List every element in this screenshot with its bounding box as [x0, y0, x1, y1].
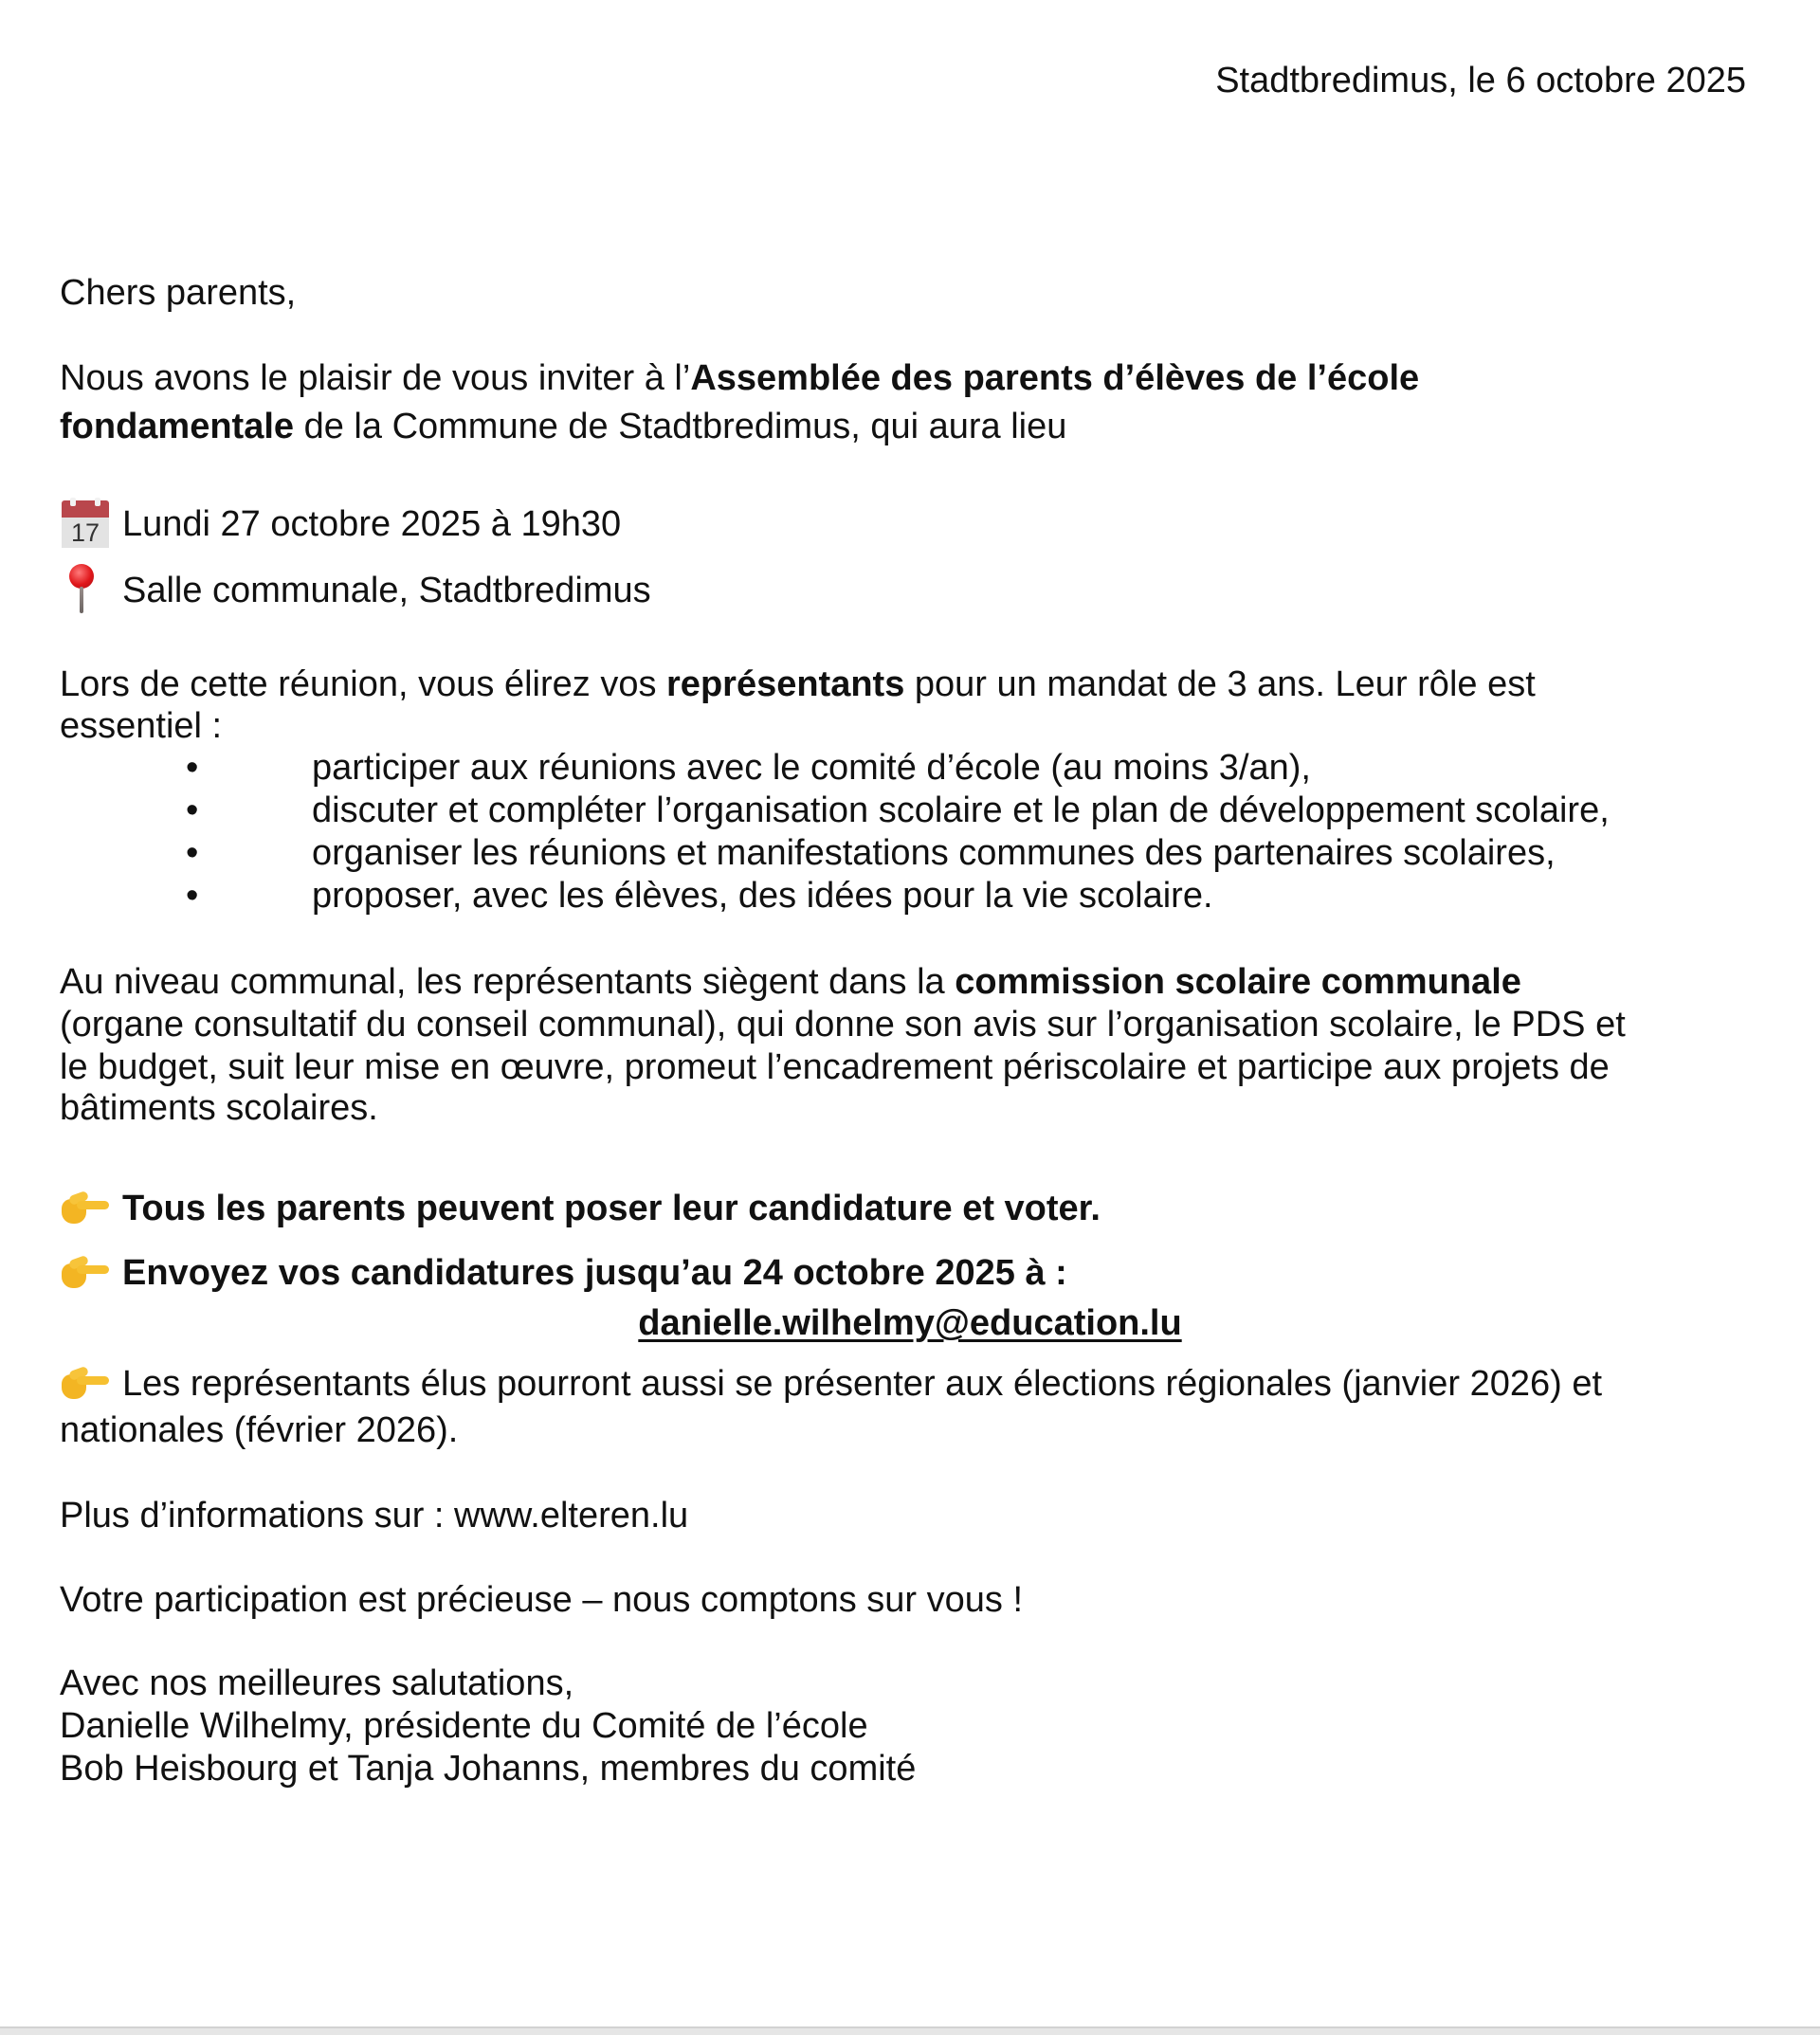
- calendar-icon: 17: [62, 500, 109, 548]
- list-item-text: discuter et compléter l’organisation scolaire et le plan de développement scolaire,: [312, 790, 1610, 830]
- email-link[interactable]: danielle.wilhelmy@education.lu: [638, 1303, 1182, 1343]
- assembly-title-cont: fondamentale: [60, 407, 295, 446]
- highlight-vote-text: Tous les parents peuvent poser leur candidature et voter.: [122, 1189, 1101, 1228]
- roles-list: [60, 747, 1610, 918]
- intro-paragraph-line2: [60, 405, 1066, 448]
- list-item: [60, 832, 1610, 875]
- bullet-icon: •: [186, 790, 199, 830]
- commune-paragraph-line4: bâtiments scolaires.: [60, 1088, 378, 1128]
- pointing-hand-icon: [60, 1190, 111, 1227]
- bullet-icon: •: [186, 748, 199, 788]
- list-item-text: participer aux réunions avec le comité d’école (au moins 3/an),: [312, 748, 1311, 788]
- highlight-elections-line2: nationales (février 2026).: [60, 1410, 459, 1450]
- list-item: [60, 875, 1610, 918]
- pointing-hand-icon: [60, 1365, 111, 1403]
- bullet-icon: •: [186, 833, 199, 873]
- page-bottom-edge: [0, 2026, 1820, 2035]
- email-line: [0, 1301, 1820, 1345]
- list-item-text: proposer, avec les élèves, des idées pour la vie scolaire.: [312, 876, 1213, 916]
- signature-block: [60, 1663, 916, 1790]
- round-pushpin-icon: [64, 564, 111, 617]
- commune-paragraph-line1: [60, 960, 1521, 1004]
- commune-paragraph-line3: le budget, suit leur mise en œuvre, promeut l’encadrement périscolaire et participe aux projets de: [60, 1047, 1610, 1087]
- intro-paragraph-line1: [60, 356, 1419, 400]
- highlight-elections: [60, 1362, 1602, 1406]
- role-paragraph-line1: [60, 663, 1536, 706]
- list-item: [60, 790, 1610, 832]
- role-text-cont: pour un mandat de 3 ans. Leur rôle est: [904, 664, 1536, 704]
- intro-text-cont: de la Commune de Stadtbredimus, qui aura lieu: [294, 407, 1067, 446]
- list-item-text: organiser les réunions et manifestations communes des partenaires scolaires,: [312, 833, 1556, 873]
- commission-bold: commission scolaire communale: [955, 962, 1521, 1002]
- salutation: Avec nos meilleures salutations,: [60, 1663, 574, 1703]
- place-date: Stadtbredimus, le 6 octobre 2025: [1215, 61, 1746, 100]
- commune-paragraph-line2: (organe consultatif du conseil communal), qui donne son avis sur l’organisation scolaire, le PDS et: [60, 1005, 1626, 1045]
- representatives-bold: représentants: [666, 664, 905, 704]
- highlight-deadline-text: Envoyez vos candidatures jusqu’au 24 octobre 2025 à :: [122, 1253, 1067, 1293]
- more-info: Plus d’informations sur : www.elteren.lu: [60, 1496, 689, 1535]
- highlight-deadline: [60, 1251, 1067, 1295]
- event-date-text: Lundi 27 octobre 2025 à 19h30: [122, 504, 622, 544]
- event-location: [60, 564, 651, 617]
- highlight-vote: [60, 1187, 1101, 1230]
- pointing-hand-icon: [60, 1254, 111, 1292]
- commune-text: Au niveau communal, les représentants siègent dans la: [60, 962, 956, 1002]
- highlight-elections-text: Les représentants élus pourront aussi se présenter aux élections régionales (janvier 2026) et: [122, 1364, 1603, 1404]
- role-text: Lors de cette réunion, vous élirez vos: [60, 664, 667, 704]
- signature-members: Bob Heisbourg et Tanja Johanns, membres du comité: [60, 1749, 917, 1789]
- event-date: [60, 500, 621, 548]
- intro-text: Nous avons le plaisir de vous inviter à l’: [60, 358, 691, 398]
- closing-line: Votre participation est précieuse – nous comptons sur vous !: [60, 1580, 1023, 1620]
- signature-president: Danielle Wilhelmy, présidente du Comité de l’école: [60, 1706, 868, 1746]
- greeting: Chers parents,: [60, 273, 297, 313]
- role-paragraph-line2: essentiel :: [60, 706, 223, 746]
- assembly-title: Assemblée des parents d’élèves de l’école: [690, 358, 1420, 398]
- bullet-icon: •: [186, 876, 199, 916]
- event-location-text: Salle communale, Stadtbredimus: [122, 571, 651, 610]
- list-item: [60, 747, 1610, 790]
